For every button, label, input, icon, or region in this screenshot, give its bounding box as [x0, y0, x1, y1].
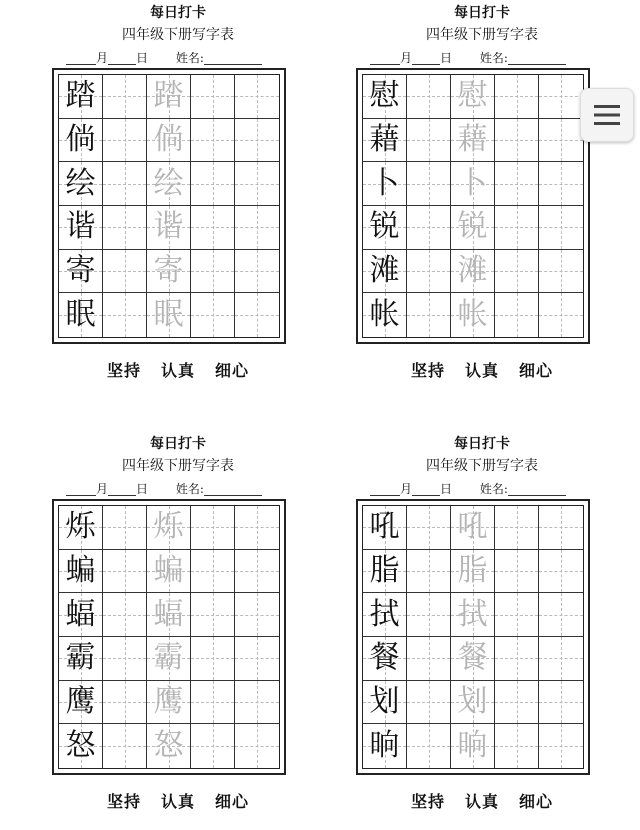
menu-button[interactable]	[580, 88, 634, 142]
grid-cell	[191, 550, 235, 594]
writing-grid	[58, 505, 280, 769]
trace-character: 倘	[153, 121, 184, 157]
grid-cell	[147, 593, 191, 637]
grid-cell	[451, 593, 495, 637]
grid-cell	[59, 593, 103, 637]
trace-character: 绘	[153, 165, 184, 201]
model-character: 寄	[65, 252, 96, 288]
grid-cell	[451, 162, 495, 206]
grid-cell	[191, 250, 235, 294]
grid-cell	[407, 593, 451, 637]
grid-cell	[147, 75, 191, 119]
grid-cell	[495, 293, 539, 337]
model-character: 绘	[65, 165, 96, 201]
sheet-title: 每日打卡	[454, 5, 510, 21]
grid-cell	[363, 593, 407, 637]
grid-cell	[363, 506, 407, 550]
motto-item: 细心	[519, 361, 554, 380]
grid-cell	[191, 681, 235, 725]
grid-cell	[235, 250, 279, 294]
writing-grid	[58, 74, 280, 338]
motto-item: 坚持	[106, 792, 141, 811]
grid-cell	[59, 724, 103, 768]
grid-cell	[59, 250, 103, 294]
date-name-line	[370, 482, 602, 498]
grid-cell	[451, 506, 495, 550]
grid-cell	[235, 724, 279, 768]
writing-grid-frame	[356, 499, 590, 775]
grid-cell	[539, 724, 583, 768]
trace-character: 踏	[153, 78, 184, 114]
grid-cell	[235, 293, 279, 337]
grid-cell	[103, 119, 147, 163]
trace-character: 拭	[457, 596, 488, 632]
trace-character: 鹰	[153, 683, 184, 719]
grid-cell	[147, 506, 191, 550]
grid-cell	[451, 250, 495, 294]
grid-cell	[451, 637, 495, 681]
date-name-line	[370, 51, 602, 67]
grid-cell	[539, 119, 583, 163]
grid-cell	[539, 162, 583, 206]
grid-cell	[539, 250, 583, 294]
trace-character: 藉	[457, 121, 488, 157]
grid-cell	[407, 681, 451, 725]
model-character: 怒	[65, 728, 96, 764]
grid-cell	[147, 681, 191, 725]
trace-character: 蝙	[153, 552, 184, 588]
sheet-subtitle: 四年级下册写字表	[122, 27, 234, 43]
grid-cell	[495, 724, 539, 768]
model-character: 划	[369, 683, 400, 719]
trace-character: 划	[457, 683, 488, 719]
grid-cell	[495, 593, 539, 637]
grid-cell	[103, 593, 147, 637]
grid-cell	[103, 550, 147, 594]
model-character: 餐	[369, 640, 400, 676]
grid-cell	[147, 724, 191, 768]
motto-item: 坚持	[106, 361, 141, 380]
grid-cell	[191, 293, 235, 337]
sheet-subtitle: 四年级下册写字表	[426, 458, 538, 474]
model-character: 脂	[369, 552, 400, 588]
grid-cell	[103, 206, 147, 250]
name-label: 姓名:	[175, 482, 204, 496]
grid-cell	[363, 681, 407, 725]
grid-cell	[407, 162, 451, 206]
grid-cell	[407, 550, 451, 594]
grid-cell	[495, 506, 539, 550]
date-name-line	[66, 51, 298, 67]
motto	[362, 358, 602, 381]
grid-cell	[451, 550, 495, 594]
motto	[58, 789, 298, 812]
grid-cell	[103, 724, 147, 768]
writing-grid-frame	[356, 68, 590, 344]
grid-cell	[363, 637, 407, 681]
grid-cell	[539, 681, 583, 725]
motto-item: 细心	[215, 361, 250, 380]
trace-character: 烁	[153, 509, 184, 545]
sheet-title: 每日打卡	[150, 436, 206, 452]
grid-cell	[495, 206, 539, 250]
trace-character: 慰	[457, 78, 488, 114]
model-character: 晌	[369, 728, 400, 764]
grid-cell	[235, 637, 279, 681]
grid-cell	[451, 681, 495, 725]
day-label: 日	[440, 51, 453, 65]
grid-cell	[103, 681, 147, 725]
grid-cell	[363, 293, 407, 337]
grid-cell	[539, 293, 583, 337]
day-label: 日	[440, 482, 453, 496]
grid-cell	[451, 724, 495, 768]
grid-cell	[495, 550, 539, 594]
grid-cell	[539, 75, 583, 119]
trace-character: 脂	[457, 552, 488, 588]
model-character: 帐	[369, 297, 400, 333]
model-character: 蝙	[65, 552, 96, 588]
sheet-title: 每日打卡	[454, 436, 510, 452]
grid-cell	[147, 250, 191, 294]
model-character: 霸	[65, 640, 96, 676]
trace-character: 谐	[153, 209, 184, 245]
grid-cell	[495, 637, 539, 681]
model-character: 谐	[65, 209, 96, 245]
grid-cell	[539, 206, 583, 250]
grid-cell	[451, 206, 495, 250]
trace-character: 滩	[457, 252, 488, 288]
hamburger-menu-icon	[593, 103, 621, 127]
grid-cell	[495, 681, 539, 725]
grid-cell	[363, 250, 407, 294]
trace-character: 晌	[457, 728, 488, 764]
trace-character: 霸	[153, 640, 184, 676]
motto-item: 细心	[215, 792, 250, 811]
day-label: 日	[136, 51, 149, 65]
motto	[58, 358, 298, 381]
name-label: 姓名:	[479, 51, 508, 65]
grid-cell	[407, 293, 451, 337]
grid-cell	[235, 550, 279, 594]
grid-cell	[59, 206, 103, 250]
grid-cell	[451, 293, 495, 337]
grid-cell	[539, 593, 583, 637]
grid-cell	[103, 293, 147, 337]
motto-item: 细心	[519, 792, 554, 811]
trace-character: 吼	[457, 509, 488, 545]
model-character: 蝠	[65, 596, 96, 632]
grid-cell	[539, 637, 583, 681]
model-character: 踏	[65, 78, 96, 114]
grid-cell	[363, 724, 407, 768]
grid-cell	[407, 206, 451, 250]
model-character: 慰	[369, 78, 400, 114]
grid-cell	[539, 550, 583, 594]
month-label: 月	[400, 482, 413, 496]
name-label: 姓名:	[479, 482, 508, 496]
grid-cell	[235, 681, 279, 725]
trace-character: 怒	[153, 728, 184, 764]
grid-cell	[235, 506, 279, 550]
trace-character: 帐	[457, 297, 488, 333]
motto-item: 认真	[464, 792, 499, 811]
grid-cell	[59, 119, 103, 163]
grid-cell	[407, 637, 451, 681]
sheet-subtitle: 四年级下册写字表	[122, 458, 234, 474]
sheet-title: 每日打卡	[150, 5, 206, 21]
grid-cell	[407, 724, 451, 768]
grid-cell	[363, 75, 407, 119]
model-character: 吼	[369, 509, 400, 545]
grid-cell	[363, 550, 407, 594]
grid-cell	[191, 75, 235, 119]
motto-item: 认真	[160, 361, 195, 380]
grid-cell	[495, 119, 539, 163]
grid-cell	[103, 75, 147, 119]
month-label: 月	[96, 482, 109, 496]
grid-cell	[59, 75, 103, 119]
grid-cell	[539, 506, 583, 550]
grid-cell	[59, 637, 103, 681]
grid-cell	[363, 206, 407, 250]
grid-cell	[495, 250, 539, 294]
grid-cell	[147, 119, 191, 163]
grid-cell	[495, 162, 539, 206]
motto-item: 认真	[464, 361, 499, 380]
grid-cell	[407, 75, 451, 119]
grid-cell	[407, 250, 451, 294]
motto-item: 认真	[160, 792, 195, 811]
month-label: 月	[96, 51, 109, 65]
model-character: 藉	[369, 121, 400, 157]
grid-cell	[235, 162, 279, 206]
month-label: 月	[400, 51, 413, 65]
grid-cell	[191, 724, 235, 768]
grid-cell	[103, 162, 147, 206]
name-label: 姓名:	[175, 51, 204, 65]
model-character: 锐	[369, 209, 400, 245]
trace-character: 寄	[153, 252, 184, 288]
model-character: 烁	[65, 509, 96, 545]
grid-cell	[363, 119, 407, 163]
trace-character: 卜	[457, 165, 488, 201]
grid-cell	[147, 550, 191, 594]
grid-cell	[191, 637, 235, 681]
writing-grid-frame	[52, 499, 286, 775]
grid-cell	[363, 162, 407, 206]
grid-cell	[147, 162, 191, 206]
grid-cell	[235, 593, 279, 637]
grid-cell	[191, 119, 235, 163]
grid-cell	[103, 250, 147, 294]
grid-cell	[59, 293, 103, 337]
grid-cell	[191, 593, 235, 637]
trace-character: 蝠	[153, 596, 184, 632]
writing-grid-frame	[52, 68, 286, 344]
grid-cell	[407, 119, 451, 163]
model-character: 倘	[65, 121, 96, 157]
grid-cell	[495, 75, 539, 119]
model-character: 滩	[369, 252, 400, 288]
grid-cell	[147, 637, 191, 681]
grid-cell	[191, 206, 235, 250]
grid-cell	[451, 119, 495, 163]
grid-cell	[407, 506, 451, 550]
grid-cell	[191, 506, 235, 550]
trace-character: 锐	[457, 209, 488, 245]
day-label: 日	[136, 482, 149, 496]
grid-cell	[59, 506, 103, 550]
grid-cell	[59, 681, 103, 725]
sheet-subtitle: 四年级下册写字表	[426, 27, 538, 43]
grid-cell	[451, 75, 495, 119]
model-character: 眠	[65, 297, 96, 333]
model-character: 卜	[369, 165, 400, 201]
grid-cell	[191, 162, 235, 206]
grid-cell	[235, 119, 279, 163]
motto	[362, 789, 602, 812]
grid-cell	[59, 550, 103, 594]
model-character: 鹰	[65, 683, 96, 719]
grid-cell	[235, 75, 279, 119]
grid-cell	[235, 206, 279, 250]
writing-grid	[362, 505, 584, 769]
motto-item: 坚持	[410, 792, 445, 811]
motto-item: 坚持	[410, 361, 445, 380]
grid-cell	[59, 162, 103, 206]
grid-cell	[103, 637, 147, 681]
model-character: 拭	[369, 596, 400, 632]
date-name-line	[66, 482, 298, 498]
grid-cell	[103, 506, 147, 550]
grid-cell	[147, 293, 191, 337]
writing-grid	[362, 74, 584, 338]
trace-character: 眠	[153, 297, 184, 333]
grid-cell	[147, 206, 191, 250]
trace-character: 餐	[457, 640, 488, 676]
